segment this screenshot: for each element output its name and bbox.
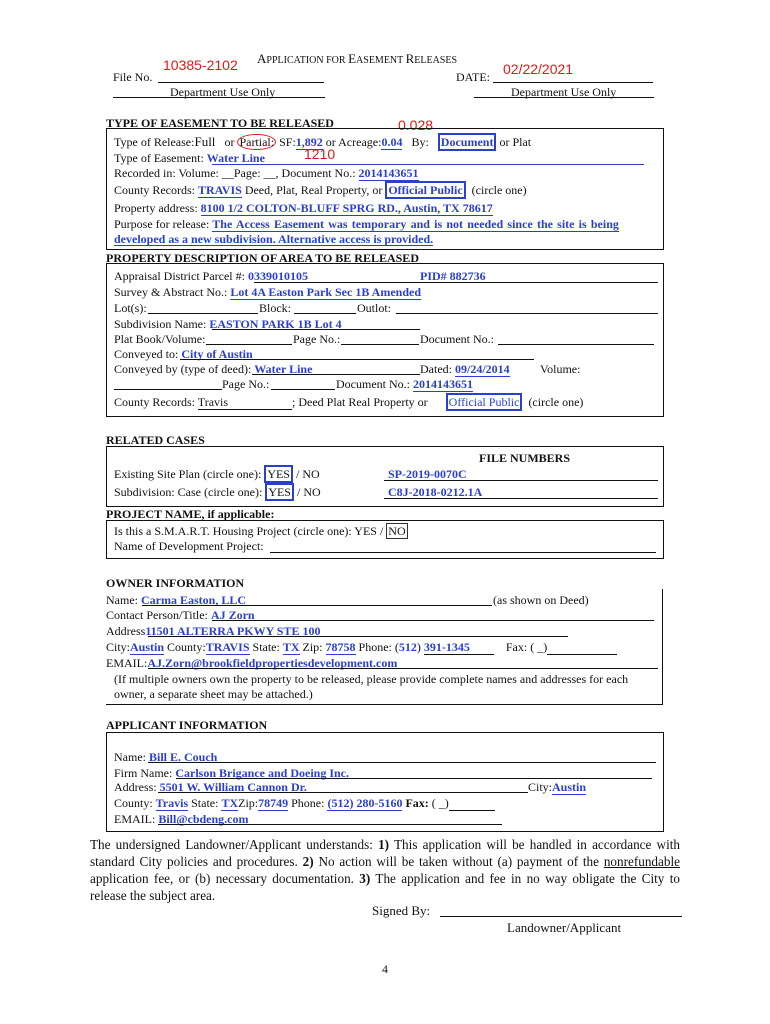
page-no-label: Page No.: — [293, 332, 341, 346]
conveyed-to-row: Conveyed to: City of Austin — [114, 347, 253, 361]
acknowledgement-paragraph: The undersigned Landowner/Applicant understands: 1) This application will be handled in accordance with standard City policies and procedures. 2) No action will be taken without (a) payment of the nonrefundable application fee, or (b) necessary documentation. 3) The application and fee in no way obligate the City to release the subject area. — [90, 837, 680, 903]
survey-row: Survey & Abstract No.: Lot 4A Easton Park Sec 1B Amended — [114, 285, 422, 299]
applicant-fax-field[interactable] — [449, 796, 495, 811]
applicant-phone-value[interactable]: (512) 280-5160 — [327, 796, 403, 810]
official-public-option[interactable]: Official Public — [385, 181, 465, 199]
release-type-row: Type of Release:Full or Partial: SF:1,892 or Acreage:0.04 By: Document or Plat — [114, 134, 532, 149]
docno2-value[interactable]: 2014143651 — [413, 377, 473, 391]
conveyed-to-value[interactable]: City of Austin — [181, 347, 253, 361]
dev-project-field[interactable] — [270, 552, 656, 553]
owner-contact-field — [212, 620, 654, 621]
owner-zip-value[interactable]: 78758 — [325, 640, 356, 654]
purpose-row: Purpose for release: The Access Easement was temporary and is not needed since the site is being — [114, 217, 619, 231]
docno2-row: Document No.: 2014143651 — [336, 377, 473, 391]
file-numbers-header: FILE NUMBERS — [479, 451, 571, 465]
acreage-annotation: 0.028 — [398, 117, 434, 133]
owner-section-title: OWNER INFORMATION — [106, 576, 245, 590]
applicant-section-title: APPLICANT INFORMATION — [106, 718, 268, 732]
sf-value[interactable]: 1,892 — [295, 135, 323, 149]
applicant-address-row: Address: 5501 W. William Cannon Dr. — [114, 780, 307, 794]
volume-label: Volume: — [540, 362, 581, 376]
applicant-county-row: County: Travis State: TXZip:78749 Phone: (512) 280-5160 Fax: ( _) — [114, 797, 495, 809]
lots-row: Lot(s): — [114, 301, 147, 315]
applicant-city-value[interactable]: Austin — [552, 780, 587, 794]
project-section-title: PROJECT NAME, if applicable: — [106, 507, 275, 521]
applicant-firm-row: Firm Name: Carlson Brigance and Doeing Inc. — [114, 766, 350, 780]
purpose-value-line2[interactable]: developed as a new subdivision. Alternative access is provided. — [114, 232, 434, 246]
site-plan-value[interactable]: SP-2019-0070C — [388, 467, 467, 481]
pid-value[interactable]: PID# 882736 — [420, 269, 486, 283]
applicant-city-row: City:Austin — [528, 780, 587, 794]
applicant-zip-value[interactable]: 78749 — [258, 796, 289, 810]
dev-project-label: Name of Development Project: — [114, 539, 264, 553]
applicant-name-value[interactable]: Bill E. Couch — [149, 750, 218, 764]
owner-county-value[interactable]: TRAVIS — [205, 640, 250, 654]
applicant-firm-value[interactable]: Carlson Brigance and Doeing Inc. — [175, 766, 350, 780]
conveyed-by-row: Conveyed by (type of deed): Water Line — [114, 362, 313, 376]
page-number: 4 — [382, 962, 388, 976]
owner-name-row: Name: Carma Easton, LLC — [106, 593, 247, 607]
related-section-title: RELATED CASES — [106, 433, 205, 447]
owner-fax-field[interactable] — [547, 640, 617, 655]
landowner-applicant-label: Landowner/Applicant — [507, 920, 622, 935]
owner-note-line1: (If multiple owners own the property to be released, please provide complete names and addresses for each — [114, 672, 629, 686]
owner-email-row: EMAIL:AJ.Zorn@brookfieldpropertiesdevelopment.com — [106, 656, 398, 670]
dated-value[interactable]: 09/24/2014 — [455, 362, 510, 376]
recorded-docno-value[interactable]: 2014143651 — [358, 166, 419, 180]
subdivision-case-row: Subdivision: Case (circle one): YES / NO — [114, 485, 321, 499]
owner-phone-value[interactable]: 391-1345 — [424, 640, 494, 655]
applicant-name-field — [148, 762, 656, 763]
type-of-easement-row: Type of Easement: Water Line — [114, 151, 265, 165]
plat-book-field[interactable] — [206, 344, 292, 345]
owner-note-line2: owner, a separate sheet may be attached.) — [114, 687, 313, 701]
owner-city-row: City:Austin County:TRAVIS State: TX Zip: 78758 Phone: (512) 391-1345 Fax: ( _) — [106, 641, 617, 653]
document-option[interactable]: Document — [438, 133, 497, 151]
file-number-field[interactable] — [158, 82, 324, 83]
owner-contact-row: Contact Person/Title: AJ Zorn — [106, 608, 255, 622]
parcel-field — [254, 282, 658, 283]
subdivision-row: Subdivision Name: EASTON PARK 1B Lot 4 — [114, 317, 342, 331]
easement-section-title: TYPE OF EASEMENT TO BE RELEASED — [106, 116, 334, 130]
county-records-row-2: County Records: Travis ; Deed Plat Real Property or Official Public (circle one) — [114, 395, 584, 409]
owner-city-value[interactable]: Austin — [130, 640, 165, 654]
applicant-email-value[interactable]: Bill@cbdeng.com — [158, 812, 249, 826]
block-field[interactable] — [294, 313, 356, 314]
recorded-in-row: Recorded in: Volume: __Page: __, Document No.: 2014143651 — [114, 166, 419, 180]
dept-use-left: Department Use Only — [170, 85, 276, 99]
county-value[interactable]: TRAVIS — [198, 183, 242, 197]
owner-phone-area[interactable]: 512 — [398, 640, 417, 654]
block-label: Block: — [259, 301, 291, 315]
parcel-value[interactable]: 0339010105 — [247, 269, 308, 283]
date-field[interactable] — [493, 82, 653, 83]
applicant-address-value[interactable]: 5501 W. William Cannon Dr. — [159, 780, 307, 794]
volume-field[interactable] — [114, 389, 222, 390]
sf-annotation: 1210 — [304, 146, 336, 162]
site-plan-field — [384, 480, 658, 481]
county-records-row: County Records: TRAVIS Deed, Plat, Real Property, or Official Public (circle one) — [114, 183, 527, 197]
type-of-easement-value[interactable]: Water Line — [206, 151, 265, 165]
outlot-field[interactable] — [396, 313, 658, 314]
conveyed-to-field — [180, 359, 534, 360]
dept-use-right: Department Use Only — [511, 85, 617, 99]
owner-name-field — [142, 605, 492, 606]
date-label: DATE: — [456, 70, 490, 84]
page-no-field-2[interactable] — [271, 389, 335, 390]
subdivision-case-value[interactable]: C8J-2018-0212.1A — [388, 485, 483, 499]
purpose-value-line1[interactable]: The Access Easement was temporary and is not needed since the site is being — [212, 217, 619, 231]
owner-name-value[interactable]: Carma Easton, LLC — [141, 593, 247, 607]
date-value: 02/22/2021 — [503, 61, 574, 77]
applicant-name-row: Name: Bill E. Couch — [114, 750, 218, 764]
property-section-title: PROPERTY DESCRIPTION OF AREA TO BE RELEASED — [106, 251, 419, 265]
applicant-state-value[interactable]: TX — [221, 796, 239, 810]
applicant-email-row: EMAIL: Bill@cbdeng.com — [114, 812, 249, 826]
survey-value[interactable]: Lot 4A Easton Park Sec 1B Amended — [230, 285, 422, 299]
site-plan-yes[interactable]: YES — [264, 465, 293, 483]
applicant-address-field — [158, 792, 528, 793]
as-shown-label: (as shown on Deed) — [493, 593, 589, 607]
signed-by-label: Signed By: — [372, 903, 431, 918]
form-title: APPLICATION FOR EASEMENT RELEASES — [257, 51, 458, 66]
file-number-label: File No. — [113, 70, 153, 84]
applicant-email-field — [158, 824, 502, 825]
applicant-fax-value[interactable]: ( _) — [431, 796, 449, 810]
owner-address-field — [148, 636, 568, 637]
owner-address-value[interactable]: 11501 ALTERRA PKWY STE 100 — [145, 624, 321, 638]
lots-field[interactable] — [148, 313, 258, 314]
applicant-county-value[interactable]: Travis — [155, 796, 189, 810]
plat-book-label: Plat Book/Volume: — [114, 332, 206, 346]
partial-option[interactable]: Partial: — [239, 135, 275, 149]
page-no-label-2: Page No.: — [222, 377, 270, 391]
file-number-value: 10385-2102 — [163, 57, 238, 73]
smart-no-option[interactable]: NO — [388, 524, 406, 538]
applicant-firm-field — [176, 778, 652, 779]
property-address-value[interactable]: 8100 1/2 COLTON-BLUFF SPRG RD., Austin, TX 78617 — [200, 201, 493, 215]
owner-email-value[interactable]: AJ.Zorn@brookfieldpropertiesdevelopment.com — [147, 656, 398, 670]
owner-contact-value[interactable]: AJ Zorn — [210, 608, 255, 622]
subdivision-field — [212, 329, 420, 330]
outlot-label: Outlot: — [357, 301, 392, 315]
docno-field[interactable] — [498, 344, 654, 345]
subdivision-value[interactable]: EASTON PARK 1B Lot 4 — [209, 317, 342, 331]
page-no-field[interactable] — [341, 344, 419, 345]
county-value-2[interactable]: Travis — [198, 395, 292, 410]
property-address-row: Property address: 8100 1/2 COLTON-BLUFF SPRG RD., Austin, TX 78617 — [114, 201, 493, 215]
type-easement-field — [212, 164, 644, 165]
acreage-value[interactable]: 0.04 — [381, 135, 403, 149]
conveyed-by-value[interactable]: Water Line — [254, 362, 313, 376]
owner-state-value[interactable]: TX — [282, 640, 300, 654]
conveyed-by-field — [252, 374, 420, 375]
subdivision-case-yes[interactable]: YES — [265, 483, 294, 501]
subdivision-case-field — [384, 498, 658, 499]
official-public-option-2[interactable]: Official Public — [446, 393, 523, 411]
signature-field[interactable] — [440, 916, 682, 917]
dated-row: Dated: 09/24/2014 — [420, 362, 510, 376]
docno-label: Document No.: — [420, 332, 494, 346]
smart-row: Is this a S.M.A.R.T. Housing Project (circle one): YES / NO — [114, 524, 406, 538]
site-plan-row: Existing Site Plan (circle one): YES / NO — [114, 467, 320, 481]
owner-email-field — [148, 668, 658, 669]
owner-address-row: Address11501 ALTERRA PKWY STE 100 — [106, 624, 321, 638]
parcel-row: Appraisal District Parcel #: 0339010105 — [114, 269, 308, 283]
